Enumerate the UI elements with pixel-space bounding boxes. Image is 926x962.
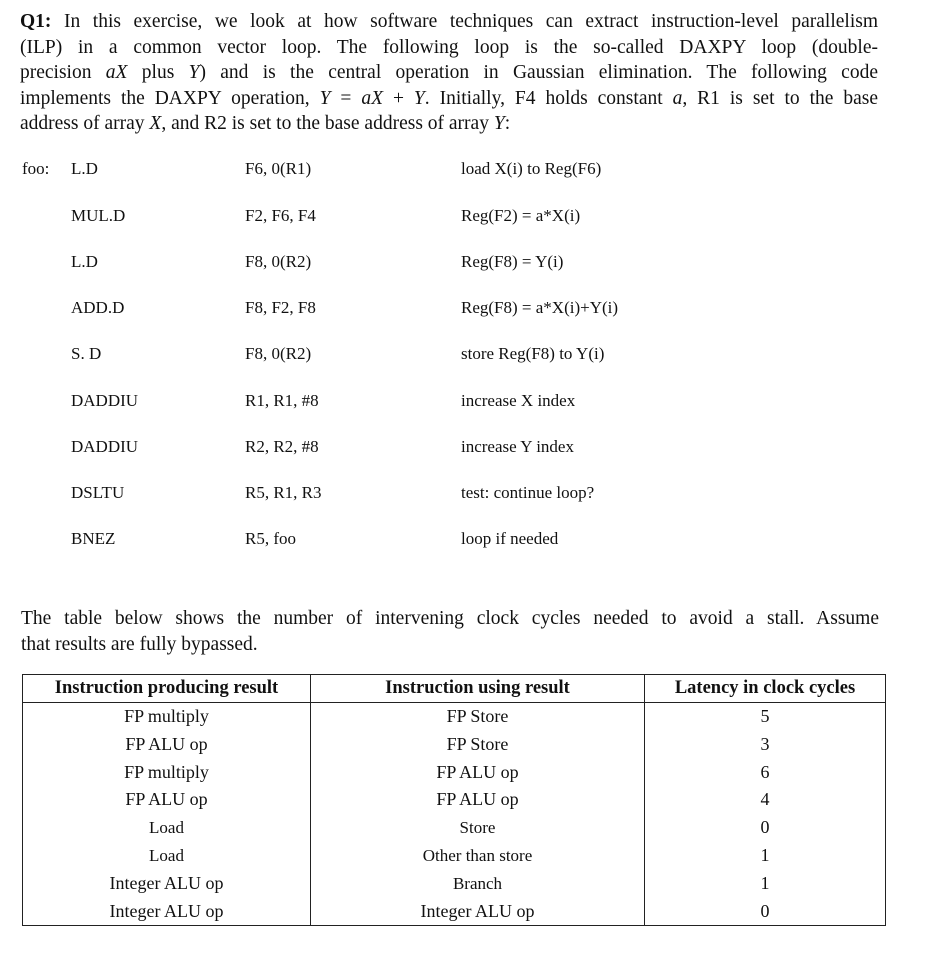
code-opcode: BNEZ (71, 529, 116, 548)
intro-text: (ILP) in a common vector loop. The following loop is the so-called DAXPY loop (double- (20, 36, 878, 58)
intro-line (20, 60, 878, 86)
code-comment: increase X index (461, 391, 576, 410)
cell-latency: 1 (645, 842, 886, 870)
code-comment: load X(i) to Reg(F6) (461, 159, 602, 178)
code-opcode: L.D (71, 252, 98, 271)
question-intro (20, 9, 878, 137)
cell-latency: 1 (645, 870, 886, 898)
question-number: Q1: (20, 11, 52, 32)
cell-producing: FP ALU op (23, 786, 311, 814)
intro-line (20, 9, 878, 35)
cell-latency: 6 (645, 759, 886, 787)
table-row (23, 731, 886, 759)
header-using: Instruction using result (311, 675, 645, 703)
intro-text: precision (20, 62, 106, 83)
code-opcode: DSLTU (71, 483, 125, 502)
intro-text: a (672, 87, 683, 109)
code-operands: F8, F2, F8 (245, 298, 316, 317)
cell-using: FP Store (311, 703, 645, 731)
table-row (23, 842, 886, 870)
header-producing: Instruction producing result (23, 675, 311, 703)
intro-text: Y (319, 87, 331, 109)
code-comment: Reg(F8) = a*X(i)+Y(i) (461, 298, 619, 317)
intro-text: In this exercise, we look at how software techniques can extract instruction-level parallelism (51, 11, 878, 32)
cell-using: Store (311, 814, 645, 842)
table-row (23, 870, 886, 898)
intro-text: plus (127, 62, 189, 83)
latency-table (22, 674, 886, 926)
intro-text: + (383, 87, 414, 109)
code-comment: store Reg(F8) to Y(i) (461, 344, 605, 363)
code-operands: F6, 0(R1) (245, 159, 312, 178)
cell-latency: 3 (645, 731, 886, 759)
cell-latency: 5 (645, 703, 886, 731)
intro-text: = (330, 87, 362, 109)
intro-text: aX (361, 87, 384, 109)
code-operands: R5, R1, R3 (245, 483, 322, 502)
intro-text: X (149, 113, 162, 134)
code-opcode: ADD.D (71, 298, 125, 317)
intro-text: . Initially, F4 holds constant (424, 87, 673, 109)
intro-text: aX (105, 62, 128, 83)
cell-using: Other than store (311, 842, 645, 870)
code-operands: F2, F6, F4 (245, 206, 316, 225)
code-opcode: MUL.D (71, 206, 126, 225)
code-comment: increase Y index (461, 437, 574, 456)
intro-text: implements the DAXPY operation, (20, 87, 320, 109)
table-row (23, 786, 886, 814)
code-comment: Reg(F2) = a*X(i) (461, 206, 581, 225)
cell-latency: 0 (645, 898, 886, 926)
table-row (23, 898, 886, 926)
code-opcode: DADDIU (71, 437, 139, 456)
table-row (23, 759, 886, 787)
latency-table-header (23, 675, 886, 703)
intro-text: address of array (20, 113, 150, 134)
code-operands: R1, R1, #8 (245, 391, 319, 410)
cell-producing: Load (23, 842, 311, 870)
cell-latency: 4 (645, 786, 886, 814)
intro-text: : (504, 113, 511, 134)
note-line-1: The table below shows the number of intervening clock cycles needed to avoid a stall. Assume (21, 608, 879, 629)
cell-producing: FP multiply (23, 759, 311, 787)
cell-using: FP ALU op (311, 759, 645, 787)
cell-using: FP Store (311, 731, 645, 759)
code-comment: loop if needed (461, 529, 559, 548)
intro-line (20, 35, 878, 61)
note-line-2: that results are fully bypassed. (21, 633, 258, 655)
intro-line (20, 111, 878, 137)
intro-text: Y (188, 62, 200, 83)
code-opcode: L.D (71, 159, 98, 178)
intro-text: Y (413, 87, 425, 109)
code-opcode: DADDIU (71, 391, 139, 410)
code-operands: F8, 0(R2) (245, 252, 312, 271)
code-opcode: S. D (71, 344, 102, 363)
table-note (21, 606, 879, 657)
table-row (23, 703, 886, 731)
code-label: foo: (22, 159, 50, 178)
cell-latency: 0 (645, 814, 886, 842)
intro-text: Y (493, 113, 505, 134)
intro-line (20, 86, 878, 112)
cell-producing: FP multiply (23, 703, 311, 731)
intro-text: ) and is the central operation in Gaussian elimination. The following code (199, 62, 878, 83)
cell-using: Branch (311, 870, 645, 898)
code-comment: test: continue loop? (461, 483, 595, 502)
code-operands: R2, R2, #8 (245, 437, 319, 456)
code-operands: F8, 0(R2) (245, 344, 312, 363)
intro-text: , R1 is set to the base (682, 87, 878, 109)
cell-producing: Load (23, 814, 311, 842)
cell-producing: Integer ALU op (23, 870, 311, 898)
header-latency: Latency in clock cycles (645, 675, 886, 703)
cell-using: FP ALU op (311, 786, 645, 814)
code-operands: R5, foo (245, 529, 296, 548)
cell-producing: FP ALU op (23, 731, 311, 759)
code-comment: Reg(F8) = Y(i) (461, 252, 564, 271)
cell-producing: Integer ALU op (23, 898, 311, 926)
intro-text: , and R2 is set to the base address of array (161, 113, 494, 134)
cell-using: Integer ALU op (311, 898, 645, 926)
table-row (23, 814, 886, 842)
